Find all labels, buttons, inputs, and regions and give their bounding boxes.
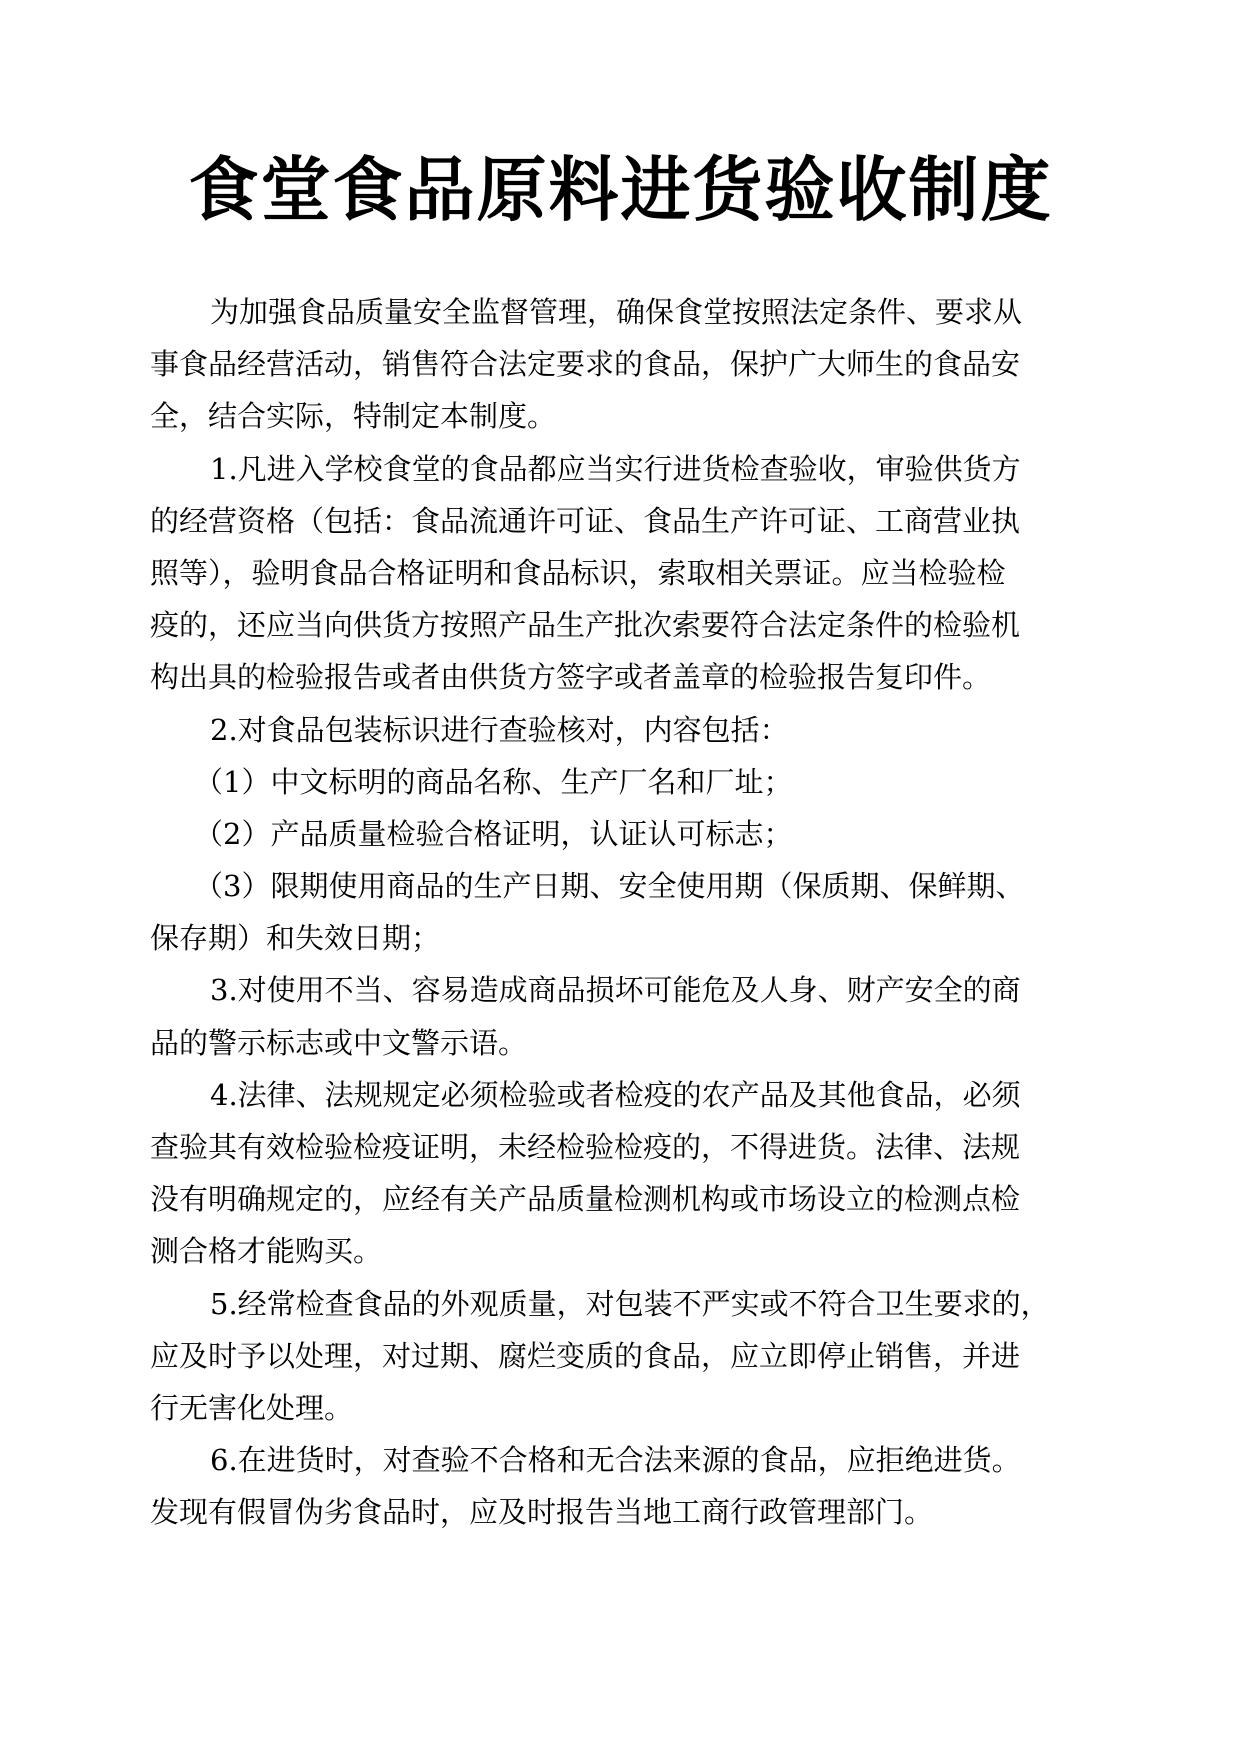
body-text-line: 疫的，还应当向供货方按照产品生产批次索要符合法定条件的检验机 — [150, 608, 1021, 643]
body-text-line: 的经营资格（包括：食品流通许可证、食品生产许可证、工商营业执 — [150, 503, 1021, 538]
body-text-line: 测合格才能购买。 — [150, 1234, 383, 1269]
body-text-line: 品的警示标志或中文警示语。 — [150, 1025, 528, 1060]
body-text-line: 事食品经营活动，销售符合法定要求的食品，保护广大师生的食品安 — [150, 347, 1021, 382]
body-text-line: 照等），验明食品合格证明和食品标识，索取相关票证。应当检验检 — [150, 555, 1006, 590]
body-text-line: 构出具的检验报告或者由供货方签字或者盖章的检验报告复印件。 — [150, 660, 992, 695]
body-text-line: 3.对使用不当、容易造成商品损坏可能危及人身、财产安全的商 — [210, 973, 1021, 1008]
body-text-line: （1）中文标明的商品名称、生产厂名和厂址； — [194, 764, 793, 799]
body-text-line: 应及时予以处理，对过期、腐烂变质的食品，应立即停止销售，并进 — [150, 1338, 1021, 1373]
body-text-line: 发现有假冒伪劣食品时，应及时报告当地工商行政管理部门。 — [150, 1495, 934, 1530]
body-text-line: 4.法律、法规规定必须检验或者检疫的农产品及其他食品，必须 — [210, 1077, 1021, 1112]
body-text-line: 没有明确规定的，应经有关产品质量检测机构或市场设立的检测点检 — [150, 1182, 1021, 1217]
body-text-line: 行无害化处理。 — [150, 1390, 354, 1425]
body-text-line: 5.经常检查食品的外观质量，对包装不严实或不符合卫生要求的， — [210, 1286, 1050, 1321]
document-title: 食堂食品原料进货验收制度 — [188, 149, 1053, 231]
body-text-line: 为加强食品质量安全监督管理，确保食堂按照法定条件、要求从 — [210, 295, 1023, 329]
body-text-line: 保存期）和失效日期； — [150, 921, 441, 956]
body-text-line: 全，结合实际，特制定本制度。 — [150, 399, 557, 434]
body-text-line: （2）产品质量检验合格证明，认证认可标志； — [194, 816, 793, 851]
body-text-line: 2.对食品包装标识进行查验核对，内容包括： — [210, 712, 789, 747]
body-text-line: 1.凡进入学校食堂的食品都应当实行进货检查验收，审验供货方 — [210, 451, 1021, 486]
body-text-line: （3）限期使用商品的生产日期、安全使用期（保质期、保鲜期、 — [194, 869, 1025, 904]
document-body — [150, 286, 1095, 1539]
body-text-line: 6.在进货时，对查验不合格和无合法来源的食品，应拒绝进货。 — [210, 1443, 1021, 1478]
body-text-line: 查验其有效检验检疫证明，未经检验检疫的，不得进货。法律、法规 — [150, 1130, 1021, 1164]
